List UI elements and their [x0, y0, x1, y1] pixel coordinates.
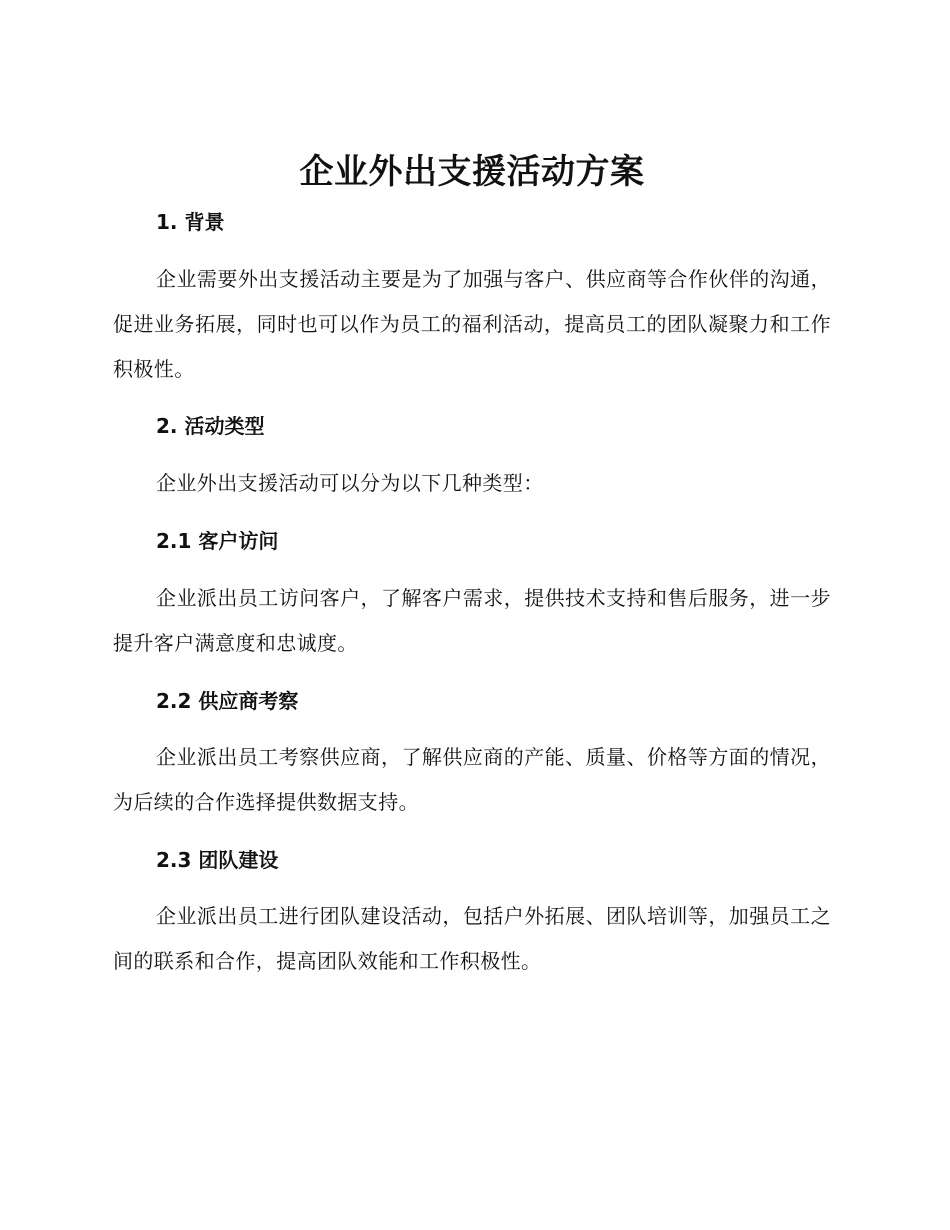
section-body-customer-visit: 企业派出员工访问客户，了解客户需求，提供技术支持和售后服务，进一步提升客户满意度和忠诚度。: [113, 586, 831, 655]
section-body-team-building: 企业派出员工进行团队建设活动，包括户外拓展、团队培训等，加强员工之间的联系和合作，提高团队效能和工作积极性。: [113, 904, 831, 973]
section-body-supplier-inspection: 企业派出员工考察供应商，了解供应商的产能、质量、价格等方面的情况，为后续的合作选择提供数据支持。: [113, 745, 831, 814]
section-heading-supplier-inspection: 2.2 供应商考察: [156, 689, 299, 713]
section-body-background: 企业需要外出支援活动主要是为了加强与客户、供应商等合作伙伴的沟通，促进业务拓展，同时也可以作为员工的福利活动，提高员工的团队凝聚力和工作积极性。: [113, 267, 831, 381]
section-heading-activity-types: 2. 活动类型: [156, 414, 265, 438]
section-heading-customer-visit: 2.1 客户访问: [156, 529, 279, 553]
section-heading-team-building: 2.3 团队建设: [156, 848, 279, 872]
document-title: 企业外出支援活动方案: [299, 152, 645, 192]
section-heading-background: 1. 背景: [156, 210, 225, 234]
section-body-activity-types: 企业外出支援活动可以分为以下几种类型：: [156, 471, 544, 495]
